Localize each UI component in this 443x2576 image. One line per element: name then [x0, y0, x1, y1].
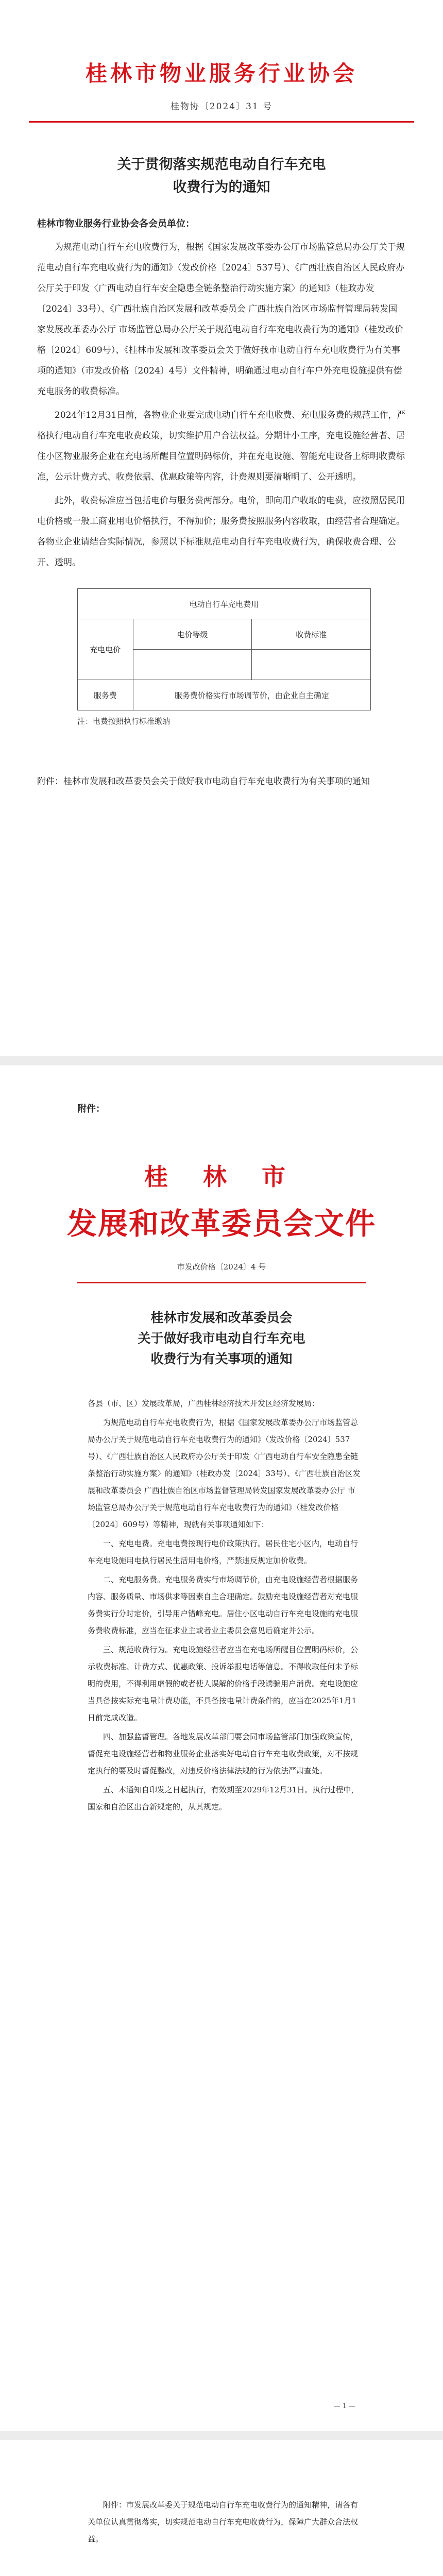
gov-body	[88, 1395, 361, 1818]
table-row	[78, 589, 371, 619]
body-paragraph: 五、本通知自印发之日起执行，有效期至2029年12月31日。执行过程中，国家和自治区出台新规定的，从其规定。	[88, 1785, 359, 1811]
closing-paragraph: 附件：市发展改革委关于规范电动自行车充电收费行为的通知精神，请各有关单位认真贯彻落实，切实规范电动自行车充电收费行为，保障广大群众合法权益。	[88, 2500, 359, 2544]
page-number: — 1 —	[333, 2402, 355, 2410]
attachment-label: 附件：	[77, 1104, 105, 1114]
document-number: 桂物协〔2024〕31 号	[170, 101, 273, 112]
body-paragraph: 一、充电电费。充电电费按现行电价政策执行。居民住宅小区内，电动自行车充电设施用电执行居民生活用电价格，严禁违反规定加价收费。	[88, 1539, 359, 1565]
table-cell-service-label: 服务费	[78, 680, 133, 710]
gov-document-number: 市发改价格〔2024〕4 号	[177, 1262, 266, 1272]
table-row	[78, 619, 371, 650]
gov-title-line: 收费行为有关事项的通知	[150, 1351, 293, 1366]
closing-body	[88, 2497, 361, 2548]
body-paragraph: 三、规范收费行为。充电设施经营者应当在充电场所醒目位置明码标价，公示收费标准、计费方式、优惠政策、投诉举报电话等信息。不得收取任何未予标明的费用，不得利用虚假的或者使人误解的价格手段诱骗用户消费。充电设施应当具备按实际充电量计费功能，不具备按电量计费条件的，应当在2025年1月1日前完成改造。	[88, 1645, 359, 1722]
body-paragraph: 二、充电服务费。充电服务费实行市场调节价，由充电设施经营者根据服务内容、服务质量、市场供求等因素自主合理确定。鼓励充电设施经营者对充电服务费实行分时定价，引导用户错峰充电。居住小区电动自行车充电设施的充电服务费收费标准，应当在征求业主或者业主委员会意见后确定并公示。	[88, 1575, 359, 1635]
table-cell	[133, 650, 252, 680]
table-header-elec: 电价等级	[133, 619, 252, 650]
association-title: 桂林市物业服务行业协会	[85, 61, 357, 86]
notice-title-line: 关于贯彻落实规范电动自行车充电	[117, 157, 326, 173]
gov-title-line: 关于做好我市电动自行车充电	[138, 1331, 305, 1346]
page-separator	[0, 1056, 443, 1065]
body-paragraph: 此外，收费标准应当包括电价与服务费两部分。电价，即向用户收取的电费，应按照居民用电价格或一般工商业用电价格执行，不得加价；服务费按照服务内容收取，由经营者合理确定。各物业企业请结合实际情况，参照以下标准规范电动自行车充电收费行为，确保收费合理、公开、透明。	[37, 496, 405, 568]
table-caption: 电动自行车充电费用	[78, 589, 371, 619]
attachment-reference: 附件：桂林市发展和改革委员会关于做好我市电动自行车充电收费行为有关事项的通知	[37, 776, 370, 787]
gov-city-heading: 桂 林 市	[144, 1163, 299, 1191]
body-paragraph: 为规范电动自行车充电收费行为，根据《国家发展改革委办公厅市场监管总局办公厅关于规范电动自行车充电收费行为的通知》（发改价格〔2024〕537号）、《广西壮族自治区人民政府办公厅关于印发〈广西电动自行车安全隐患全链条整治行动实施方案〉的通知》（桂政办发〔2024〕33号）、《广西壮族自治区发展和改革委员会 广西壮族自治区市场监督管理局转发国家发展改革委办公厅 市场监管总局办公厅关于规范电动自行车充电收费行为的通知》（桂发改价格〔2024〕609号）等精神，现就有关事项通知如下：	[88, 1418, 361, 1529]
addressee: 各县（市、区）发展改革局，广西桂林经济技术开发区经济发展局：	[88, 1399, 320, 1408]
gov-title	[0, 1308, 443, 1369]
body-paragraph: 2024年12月31日前，各物业企业要完成电动自行车充电收费、充电服务费的规范工作，严格执行电动自行车充电收费政策，切实维护用户合法权益。分期计小工序，充电设施经营者、居住小区物业服务企业在充电场所醒目位置明码标价，并在充电设施、智能充电设备上标明收费标准，公示计费方式、收费依据、优惠政策等内容，计费规则要清晰明了、公开透明。	[37, 410, 406, 482]
salutation: 桂林市物业服务行业协会各会员单位：	[37, 218, 195, 229]
page-separator	[0, 2431, 443, 2440]
body-paragraph: 四、加强监督管理。各地发展改革部门要会同市场监管部门加强政策宣传，督促充电设施经营者和物业服务企业落实好电动自行车充电收费政策，对不按规定执行的要及时督促整改，对违反价格法律法规的行为依法严肃查处。	[88, 1732, 359, 1775]
table-row	[78, 680, 371, 710]
notice-title-line: 收费行为的通知	[173, 179, 270, 195]
notice-page	[0, 0, 443, 1056]
body-paragraph: 为规范电动自行车充电收费行为，根据《国家发展改革委办公厅市场监管总局办公厅关于规范电动自行车充电收费行为的通知》（发改价格〔2024〕537号）、《广西壮族自治区人民政府办公厅关于印发〈广西电动自行车安全隐患全链条整治行动实施方案〉的通知》（桂政办发〔2024〕33号）、《广西壮族自治区发展和改革委员会 广西壮族自治区市场监督管理局转发国家发展改革委办公厅 市场监管总局办公厅关于规范电动自行车充电收费行为的通知》（桂发改价格〔2024〕609号）、《桂林市发展和改革委员会关于做好我市电动自行车充电收费行为有关事项的通知》（市发改价格〔2024〕4号）文件精神，明确通过电动自行车户外充电设施提供有偿充电服务的收费标准。	[37, 242, 405, 397]
attachment-page	[0, 1065, 443, 2431]
red-divider	[29, 121, 414, 123]
table-note: 注：电费按照执行标准缴纳	[77, 717, 171, 726]
gov-org-heading: 发展和改革委员会文件	[66, 1206, 376, 1241]
table-cell	[252, 650, 371, 680]
signature-page	[0, 2440, 443, 2576]
letterhead	[0, 0, 443, 112]
gov-title-line: 桂林市发展和改革委员会	[150, 1310, 293, 1325]
notice-title	[0, 154, 443, 199]
notice-body	[37, 237, 406, 573]
fee-table	[77, 588, 371, 710]
table-cell-charge-label: 充电电价	[78, 619, 133, 680]
table-cell-service-value: 服务费价格实行市场调节价，由企业自主确定	[133, 680, 370, 710]
red-divider	[77, 1282, 366, 1283]
table-header-standard: 收费标准	[252, 619, 371, 650]
